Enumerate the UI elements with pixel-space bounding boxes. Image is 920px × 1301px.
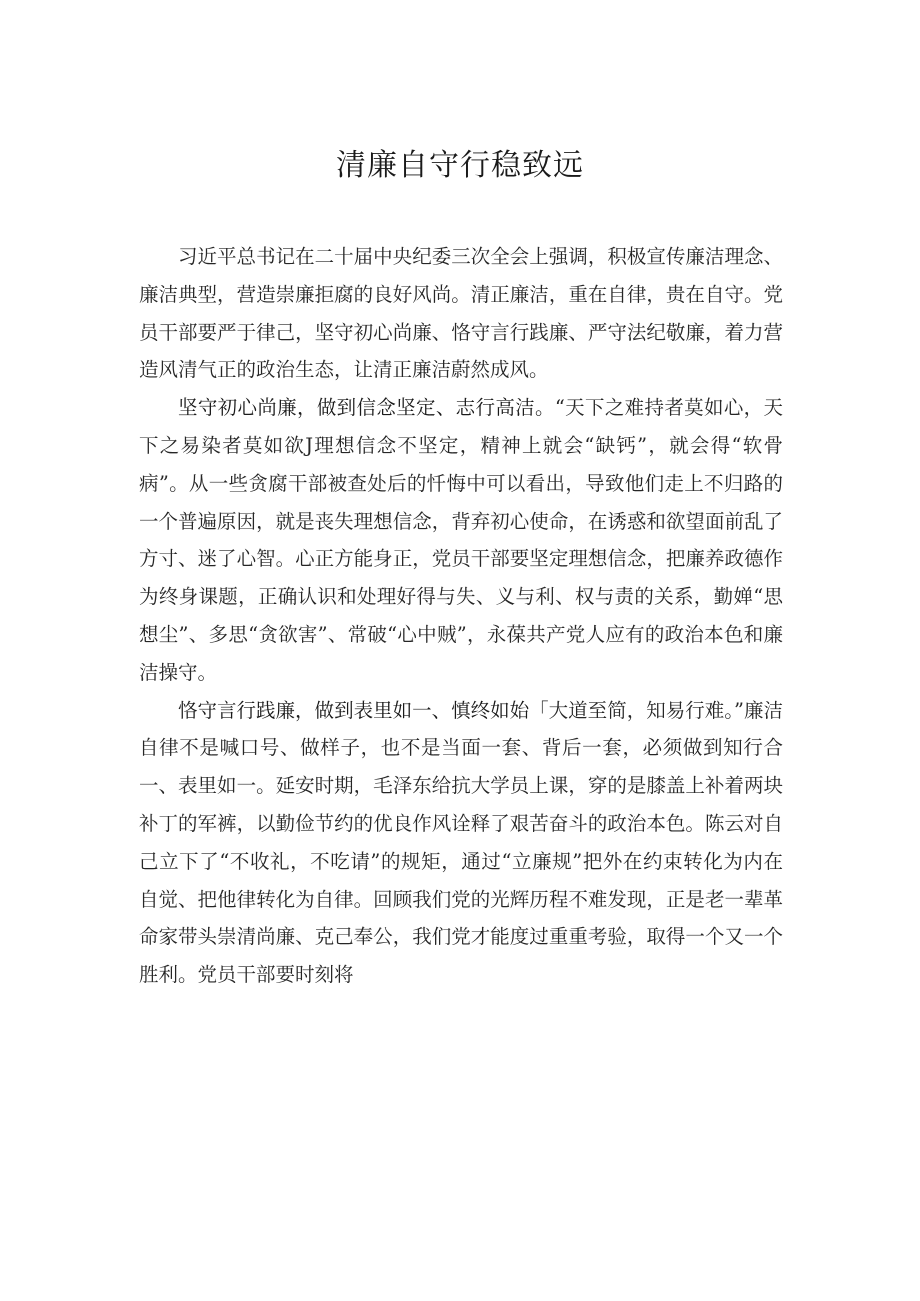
paragraph-section-1 [139,389,783,691]
paragraph-text: 习近平总书记在二十届中央纪委三次全会上强调，积极宣传廉洁理念、廉洁典型，营造崇廉拒腐的良好风尚。清正廉洁，重在自律，贵在自守。党员干部要严于律己，坚守初心尚廉、恪守言行践廉、严守法纪敬廉，着力营造风清气正的政治生态，让清正廉洁蔚然成风。 [139,245,783,382]
section-heading: 坚守初心尚廉，做到信念坚定、志行高洁。 [178,396,555,420]
document-title: 清廉自守行稳致远 [336,148,584,183]
paragraph-text: 「大道至简，知易行难。”廉洁自律不是喊口号、做样子，也不是当面一套、背后一套，必须做到知行合一、表里如一。延安时期，毛泽东给抗大学员上课，穿的是膝盖上补着两块补丁的军裤，以勤俭节约的优良作风诠释了艰苦奋斗的政治本色。陈云对自己立下了“不收礼，不吃请”的规矩，通过“立廉规”把外在约束转化为内在自觉、把他律转化为自律。回顾我们党的光辉历程不难发现，正是老一辈革命家带头崇清尚廉、克己奉公，我们党才能度过重重考验，取得一个又一个胜利。党员干部要时刻将 [139,698,783,987]
document-body [139,238,783,994]
paragraph-section-2 [139,692,783,994]
paragraph-intro [139,238,783,389]
paragraph-text: “天下之难持者莫如心，天下之易染者莫如欲J理想信念不坚定，精神上就会“缺钙”，就会得“软骨病”。从一些贪腐干部被查处后的忏悔中可以看出，导致他们走上不归路的一个普遍原因，就是丧失理想信念，背弃初心使命，在诱惑和欲望面前乱了方寸、迷了心智。心正方能身正，党员干部要坚定理想信念，把廉养政德作为终身课题，正确认识和处理好得与失、义与利、权与责的关系，勤婵“思想尘”、多思“贪欲害”、常破“心中贼”，永葆共产党人应有的政治本色和廉洁操守。 [139,396,783,684]
section-heading: 恪守言行践廉，做到表里如一、慎终如始 [178,698,530,722]
